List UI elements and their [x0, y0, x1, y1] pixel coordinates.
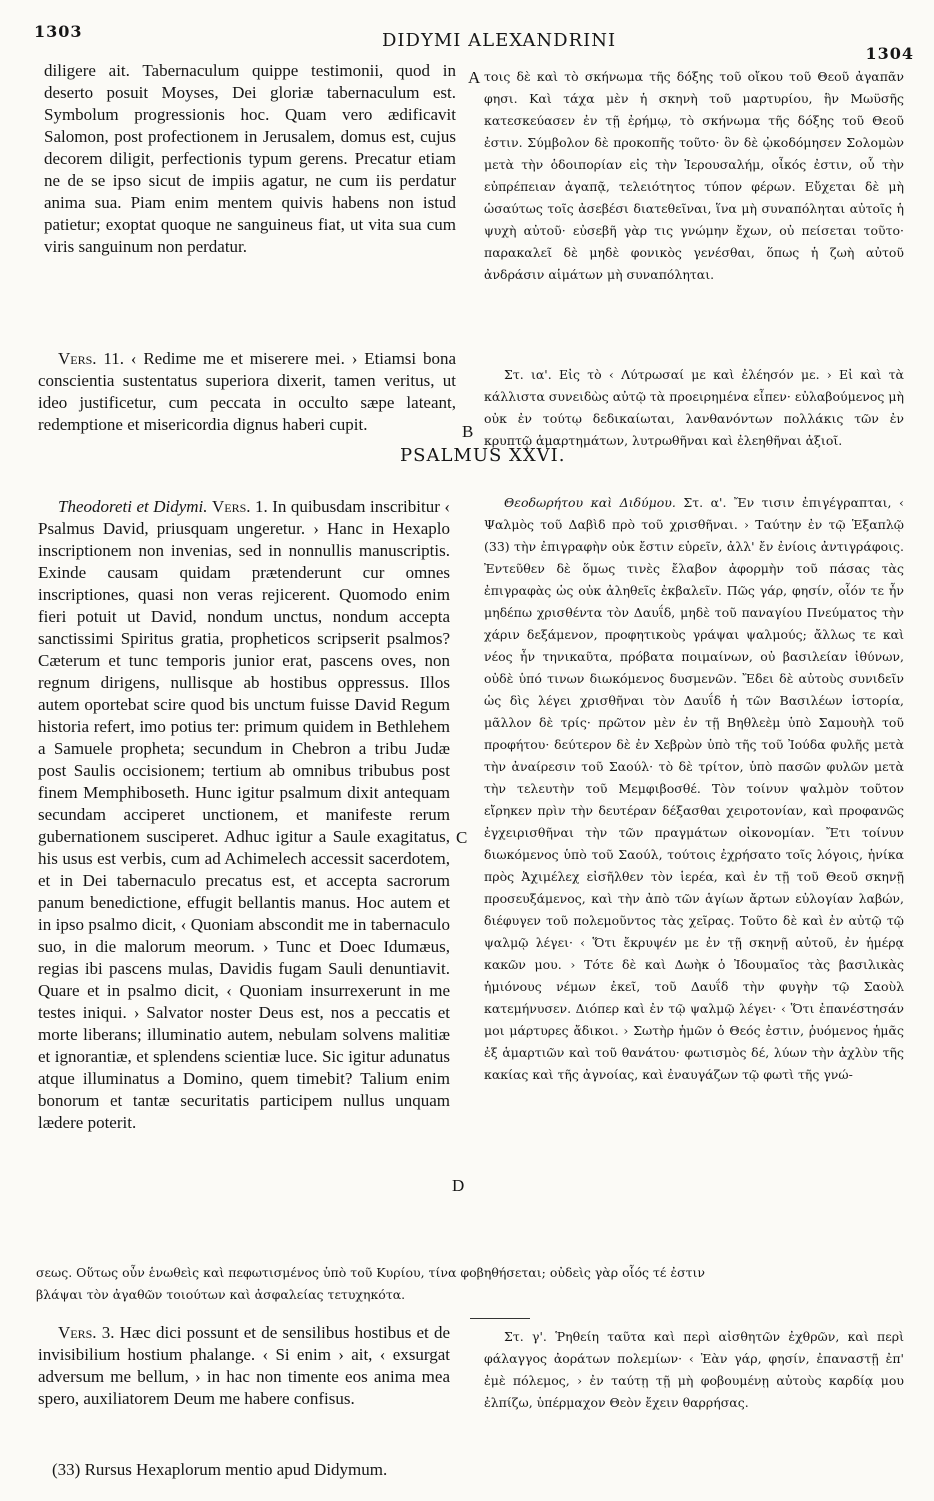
column-rule [470, 1318, 530, 1319]
greek-block-1 [484, 66, 904, 286]
greek-st-3 [484, 1326, 904, 1414]
latin-paragraph: Hæc dici possunt et de sensilibus hostibus et de invisibilium hostium phalange. ‹ Si enim › ait, ‹ exsurgat adversum me bellum, › in hac non timente eos anima mea spero, auxiliatorem Deum me habere confisus. [38, 1323, 450, 1408]
verse-label: Στ. α'. [683, 495, 727, 510]
commentator-label: Theodoreti et Didymi. [58, 497, 208, 516]
latin-block-1 [44, 60, 456, 258]
greek-paragraph: Ἔν τισιν ἐπιγέγραπται, ‹ Ψαλμὸς τοῦ Δαβὶδ πρὸ τοῦ χρισθῆναι. › Ταύτην ἐν τῷ Ἑξαπλῷ (33) τὴν ἐπιγραφὴν οὐκ ἔστιν εὑρεῖν, ἀλλ' ἔν ἐνίοις ἀντιγράφοις. Ἐντεῦθεν δὲ ὅμως τινὲς ἔλαβον ἀφορμὴν τοῦ πάσας τὰς ἐπιγραφὰς ὡς οὐκ ἀληθεῖς ἐκβαλεῖν. Πῶς γάρ, φησίν, οἷόν τε ἦν μηδέπω χρισθέντα τὸν Δαυΐδ, μηδὲ τοῦ παναγίου Πνεύματος τὴν χάριν δεξάμενον, προφητικοὺς γράψαι ψαλμούς; ἄλλως τε καὶ νέος ἦν τηνικαῦτα, πρόβατα ποιμαίνων, οὐ βασιλείαν ἰθύνων, οὐδὲ ὑπό τινων διωκόμενος δυσμενῶν. Ἔδει δὲ αὐτοὺς συνιδεῖν ὡς δὶς λέγει χρισθῆναι τὸν Δαυΐδ ἡ τῶν Βασιλέων ἱστορία, μᾶλλον δὲ τρίς· πρῶτον μὲν ἐν τῇ Βηθλεὲμ ὑπὸ Σαμουὴλ τοῦ προφήτου· δεύτερον δὲ ἐν Χεβρὼν ὑπὸ τῆς τοῦ Ἰούδα φυλῆς μετὰ τὴν ἀναίρεσιν τοῦ Σαούλ· τὸ δὲ τρίτον, ὑπὸ πασῶν φυλῶν μετὰ τὴν τελευτὴν τοῦ Μεμφιβοσθέ. Τὸν τοίνυν ψαλμὸν τοῦτον εἴρηκεν πρὶν τὴν δευτέραν δέξασθαι χειροτονίαν, καὶ προφανῶς ἐγχειρισθῆναι τὴν τῶν πραγμάτων οἰκονομίαν. Ἔτι τοίνυν διωκόμενος ὑπὸ τοῦ Σαούλ, τούτοις ἐχρήσατο τοῖς λόγοις, ἡνίκα πρὸς Ἀχιμέλεχ εἰσῆλθεν τὸν ἱερέα, καὶ ἐν τῇ τοῦ Θεοῦ σκηνῇ προσευξάμενος, καὶ τὴν ἀπὸ τῶν ἁγίων ἄρτων εὐλογίαν λαβών, διέφυγεν τοῦ πολεμοῦντος τὰς χεῖρας. Τοῦτο δὲ καὶ ἐν αὐτῷ τῷ ψαλμῷ λέγει· ‹ Ὅτι ἔκρυψέν με ἐν τῇ σκηνῇ αὐτοῦ, ἐν ἡμέρᾳ κακῶν μου. › Τότε δὲ καὶ Δωὴκ ὁ Ἰδουμαῖος τὰς βασιλικὰς ἡμιόνους νέμων ἐκεῖ, τοῦ Δαυΐδ τὴν φυγὴν τῷ Σαοὺλ κατεμήνυσεν. Διόπερ καὶ ἐν τῷ ψαλμῷ λέγει· ‹ Ὅτι ἐπανέστησάν μοι μάρτυρες ἄδικοι. › Σωτὴρ ἡμῶν ὁ Θεός ἐστιν, ῥυόμενος ἡμᾶς ἐξ ἁμαρτιῶν καὶ τοῦ θανάτου· φωτισμὸς δέ, λύων τὴν ἀχλὺν τῆς κακίας καὶ τῆς ἀγνοίας, καὶ ἐναυγάζων τῷ φωτὶ τῆς γνώ- [484, 495, 904, 1082]
verse-label: Στ. ια'. [504, 367, 552, 382]
latin-paragraph: diligere ait. Tabernaculum quippe testimonii, quod in deserto posuit Moyses, Dei gloriæ tabernaculum est. Symbolum progressionis hoc. Quam vero ædificavit Salomon, post profectionem in Jerusalem, domus est, cujus decorem diligit, perfectionis typum gerens. Precatur etiam ne de se ipso sicut de impiis agatur, ne cum iis perdatur anima sua. Piam enim mentem quivis habens non istud patietur; exoptat quoque ne sanguineus fiat, ut vita sua cum viris sanguinum non perdatur. [44, 61, 456, 256]
margin-letter-c: C [456, 828, 468, 847]
latin-vers-11 [38, 348, 456, 436]
footnote: (33) Rursus Hexaplorum mentio apud Didymum. [52, 1460, 388, 1479]
greek-fullwidth-line-1: σεως. Οὕτως οὖν ἑνωθεὶς καὶ πεφωτισμένος ὑπὸ τοῦ Κυρίου, τίνα φοβηθήσεται; οὐδεὶς γὰρ οἷός τέ ἐστιν [36, 1265, 706, 1280]
greek-paragraph: Ῥηθείη ταῦτα καὶ περὶ αἰσθητῶν ἐχθρῶν, καὶ περὶ φάλαγγος ἀοράτων πολεμίων· ‹ Ἐὰν γάρ, φησίν, ἐπαναστῇ ἐπ' ἐμὲ πόλεμος, › ἐν ταύτῃ τῇ μὴ φοβουμένῃ αὐτοὺς καρδίᾳ μου ἐλπίζω, ὑπέρμαχον Θεὸν ἔχειν θαρρήσας. [484, 1329, 904, 1410]
margin-letter-d: D [452, 1176, 465, 1195]
latin-vers-1 [38, 496, 450, 1134]
psalm-heading: PSALMUS XXVI. [400, 445, 566, 466]
greek-st-11 [484, 364, 904, 452]
latin-paragraph: In quibusdam inscribitur ‹ Psalmus David, priusquam ungeretur. › Hanc in Hexaplo inscriptionem non invenias, sed in nonnullis manuscriptis. Exinde causam quidam prætenderunt cur omnes inscriptiones, quasi non veras rejicerent. Quomodo enim fieri potuit ut David, nondum unctus, nondum accepta sanctissimi Spiritus gratia, propheticos scripserit psalmos? Cæterum et tunc temporis junior erat, pascens oves, non regnum dirigens, nullisque ab hostibus oppressus. Illos autem oportebat scire quod bis unctum fuisse David Regum historia refert, imo potius ter: primum quidem in Bethlehem a Samuele propheta; secundum in Chebron a tribu Judæ post Saulis occisionem; tertium ab omnibus tribubus post finem Memphiboseth. Hunc igitur psalmum dixit antequam secundam acciperet unctionem, et manifeste rerum gubernationem susciperet. Adhuc igitur a Saule exagitatus, his usus est verbis, cum ad Achimelech accessit sacerdotem, et in Dei tabernaculo precatus est, et accepta sacrorum panum benedictione, effugit bellantis manus. Hoc autem et in ipso psalmo dicit, ‹ Quoniam abscondit me in tabernaculo suo, in die malorum meorum. › Tunc et Doec Idumæus, regias ibi pascens mulas, Davidis fugam Sauli denuntiavit. Quare et in psalmo dicit, ‹ Quoniam insurrexerunt in me testes iniqui. › Salvator noster Deus est, nos a peccatis et morte liberans; illuminatio autem, nebulam solvens malitiæ et ignorantiæ, et splendens scientiæ luce. Sic igitur adunatus atque illuminatus a Domino, quem timebit? Talium enim bonorum et tantæ securitatis participem nullus unquam lædere poterit. [38, 497, 450, 1132]
left-page-number: 1303 [34, 22, 83, 41]
greek-paragraph: τοις δὲ καὶ τὸ σκήνωμα τῆς δόξης τοῦ οἴκου τοῦ Θεοῦ ἀγαπᾶν φησι. Καὶ τάχα μὲν ἡ σκηνὴ τοῦ μαρτυρίου, ἣν Μωϋσῆς κατεσκεύασεν ἐν τῇ ἐρήμῳ, τὸ σκήνωμα τῆς δόξης τοῦ Θεοῦ ἐστιν. Σύμβολον δὲ προκοπῆς τοῦτο· ὃν δὲ ᾠκοδόμησεν Σολομὼν μετὰ τὴν ὁδοιπορίαν εἰς τὴν Ἱερουσαλήμ, οἶκός ἐστιν, οὗ τὴν εὐπρέπειαν ἀγαπᾷ, τελειότητος τύπον φέρων. Εὔχεται δὲ μὴ ὡσαύτως τοῖς ἀσεβέσι διατεθεῖναι, ἵνα μὴ συναπόληται αὐτοῖς ἡ ψυχὴ αὐτοῦ· εὐσεβῆ γὰρ τις γνώμην ἔχων, οὐ πείσεται τοῦτο· παρακαλεῖ δὲ μηδὲ φονικὸς γενέσθαι, ὅπως ἡ ζωὴ αὐτοῦ ἀνδράσιν αἱμάτων μὴ συναπόληται. [484, 69, 904, 282]
verse-label: Vers. 11. [58, 349, 124, 368]
latin-vers-3 [38, 1322, 450, 1410]
verse-label: Vers. 1. [212, 497, 268, 516]
commentator-label: Θεοδωρήτου καὶ Διδύμου. [504, 495, 676, 510]
latin-paragraph: ‹ Redime me et miserere mei. › Etiamsi bona conscientia sustentatus superiora dixerit, tamen veritus, ut ideo justificetur, cum peccata in occulto sæpe lateant, redemptione et misericordia dignus haberi cupit. [38, 349, 457, 434]
verse-label: Vers. 3. [58, 1323, 115, 1342]
verse-label: Στ. γ'. [504, 1329, 547, 1344]
running-title: DIDYMI ALEXANDRINI [382, 30, 617, 51]
margin-letter-b: B [462, 422, 474, 441]
greek-st-1 [484, 492, 904, 1086]
greek-paragraph: Εἰς τὸ ‹ Λύτρωσαί με καὶ ἐλέησόν με. › Εἰ καὶ τὰ κάλλιστα συνειδὼς αὐτῷ τὰ προειρημένα εἶπεν· εὐλαβούμενος μὴ οὐκ ἐν τούτῳ δεδικαίωται, λανθανόντων πολλάκις τῶν ἐν κρυπτῷ ἁμαρτημάτων, λυτρωθῆναι καὶ ἐλεηθῆναι ἀξιοῖ. [484, 367, 905, 448]
right-page-number: 1304 [865, 44, 914, 63]
greek-fullwidth-line-2: βλάψαι τὸν ἀγαθῶν τοιούτων καὶ ἀσφαλείας τετυχηκότα. [36, 1287, 406, 1302]
margin-letter-a: A [468, 68, 481, 87]
